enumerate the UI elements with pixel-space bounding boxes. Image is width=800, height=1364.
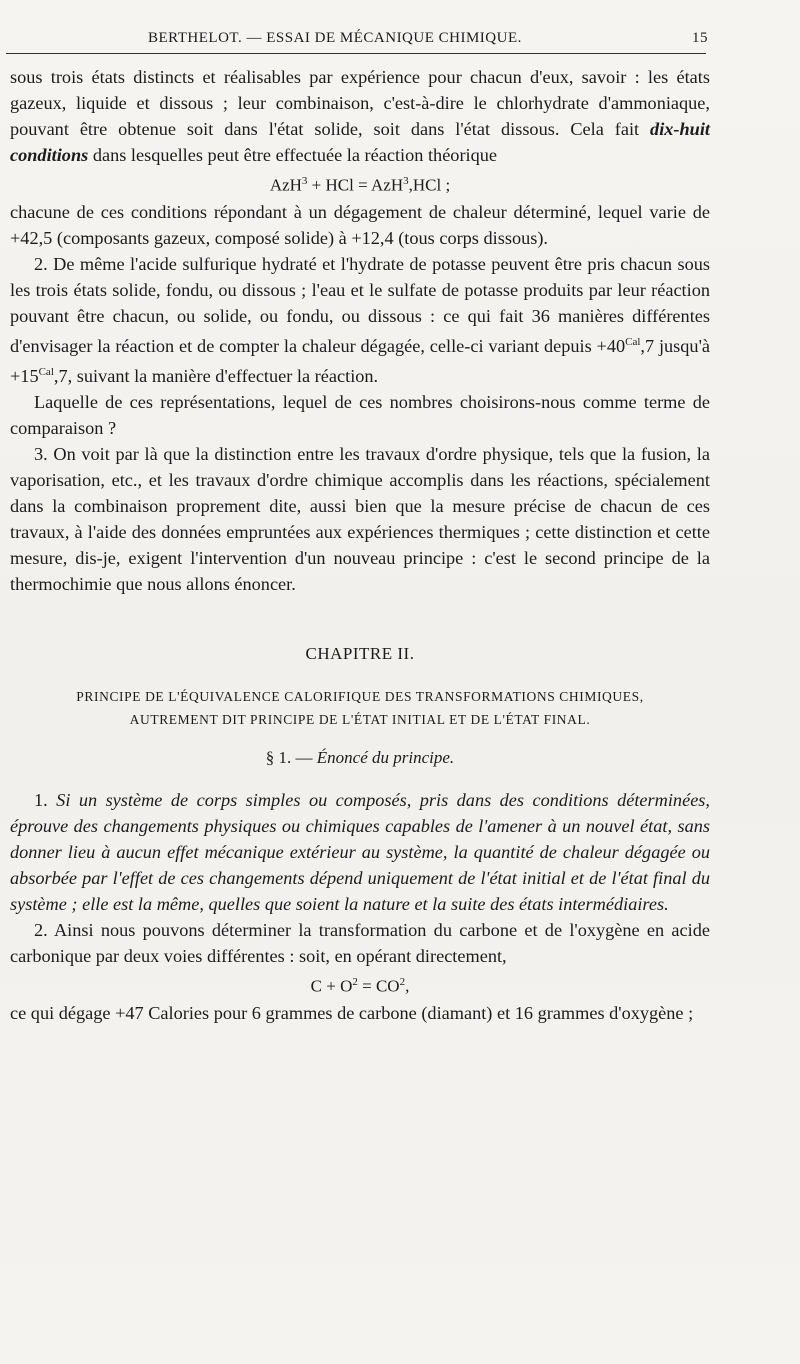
- paragraph-question: Laquelle de ces représentations, lequel de ces nombres choisirons-nous comme terme de comparaison ?: [10, 391, 710, 438]
- paragraph-continuation: sous trois états distincts et réalisables par expérience pour chacun d'eux, savoir : les états gazeux, liquide et dissous ; leur combinaison, c'est-à-dire le chlorhydrate d'ammoniaque, pouvant être obtenue soit dans l'état solide, soit dans l'état dissous. Cela fait dix-huit conditions dans lesquelles peut être effectuée la réaction théorique: [10, 67, 710, 165]
- paragraph-3-distinction: 3. On voit par là que la distinction entre les travaux d'ordre physique, tels que la fusion, la vaporisation, etc., et les travaux d'ordre chimique accomplis dans les réactions, spécialement dans la combinaison proprement dite, aussi bien que la mesure précise de chacun de ces travaux, à l'aide des données empruntées aux expériences thermiques ; cette distinction et cette mesure, dis-je, exigent l'intervention d'un nouveau principe : c'est le second principe de la thermochimie que nous allons énoncer.: [10, 443, 710, 594]
- chapter-subtitle-line1: PRINCIPE DE L'ÉQUIVALENCE CALORIFIQUE DES TRANSFORMATIONS CHIMIQUES,: [76, 688, 644, 704]
- paragraph-2-sulfuric-acid: 2. De même l'acide sulfurique hydraté et l'hydrate de potasse peuvent être pris chacun sous les trois états solide, fondu, ou dissous ; l'eau et le sulfate de potasse produits par leur réaction pouvant être chacun, ou solide, ou fondu, ou dissous : ce qui fait 36 manières différentes d'envisager la réaction et de compter la chaleur dégagée, celle-ci variant depuis $+40^{Cal},7$ jusqu'à $+15^{Cal},7$, suivant la manière d'effectuer la réaction.: [10, 253, 710, 386]
- paragraph-heat-range: chacune de ces conditions répondant à un dégagement de chaleur déterminé, lequel varie de +42,5 (composants gazeux, composé solide) à +12,4 (tous corps dissous).: [10, 201, 710, 248]
- paragraph-calories: ce qui dégage +47 Calories pour 6 grammes de carbone (diamant) et 16 grammes d'oxygène ;: [10, 1002, 694, 1023]
- running-title: BERTHELOT. — ESSAI DE MÉCANIQUE CHIMIQUE.: [148, 30, 522, 46]
- page-body: [10, 64, 710, 1026]
- formula-carbon-dioxide: $C + O^2 = CO^2$,: [310, 975, 410, 996]
- chapter-title: CHAPITRE II.: [305, 643, 415, 663]
- emphasis-dix-huit-conditions: dix-huit conditions: [10, 119, 710, 165]
- header-rule: [6, 53, 706, 54]
- paragraph-2-carbon: 2. Ainsi nous pouvons déterminer la transformation du carbone et de l'oxygène en acide carbonique par deux voies différentes : soit, en opérant directement,: [10, 919, 710, 966]
- chapter-subtitle-line2: AUTREMENT DIT PRINCIPE DE L'ÉTAT INITIAL ET DE L'ÉTAT FINAL.: [129, 711, 591, 727]
- page-number: 15: [692, 30, 708, 46]
- section-heading: § 1. — Énoncé du principe.: [265, 747, 455, 767]
- principle-statement: 1. Si un système de corps simples ou composés, pris dans des conditions déterminées, éprouve des changements physiques ou chimiques capables de l'amener à un nouvel état, sans donner lieu à aucun effet mécanique extérieur au système, la quantité de chaleur dégagée ou absorbée par l'effet de ces changements dépend uniquement de l'état initial et de l'état final du système ; elle est la même, quelles que soient la nature et la suite des états intermédiaires.: [10, 789, 710, 914]
- formula-ammonium-chloride: AzH$^3$ + HCl = AzH$^3$,HCl ;: [269, 175, 451, 195]
